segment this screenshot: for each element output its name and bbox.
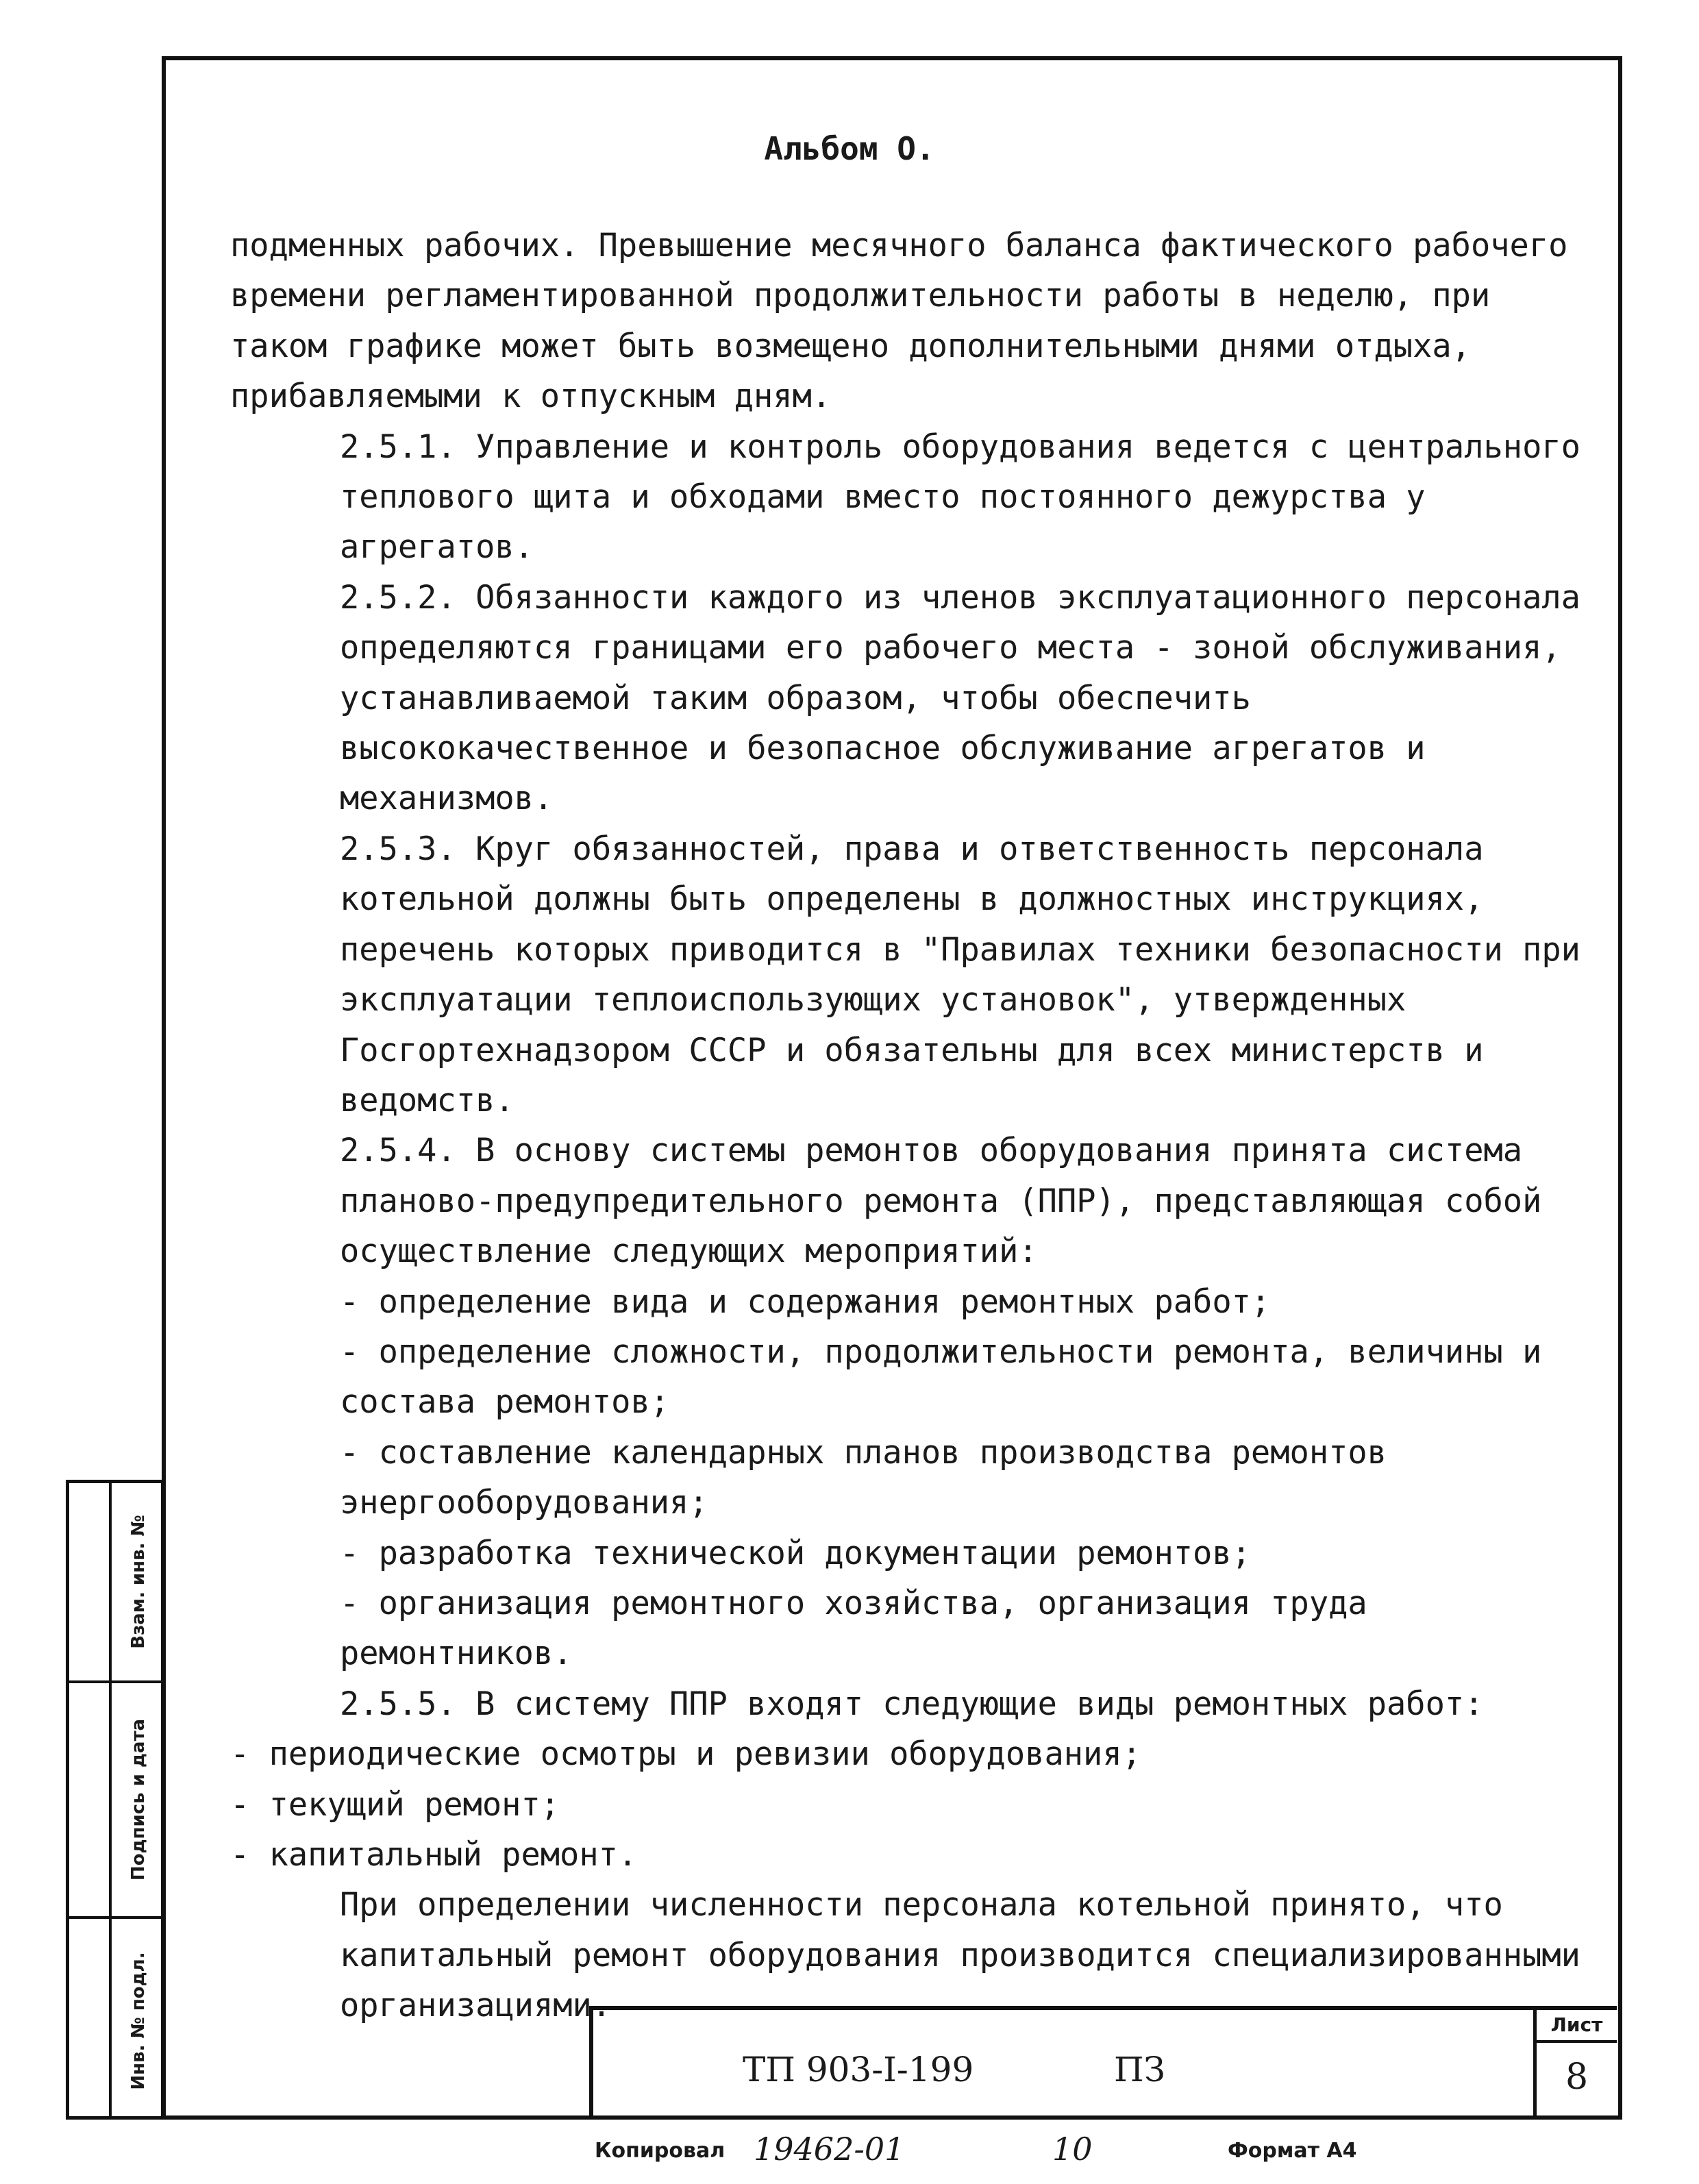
list-item: - определение сложности, продолжительности ремонта, величины и состава ремонтов; bbox=[340, 1332, 1542, 1422]
vzam-inv-cell bbox=[69, 1483, 109, 1683]
margin-stamp-field-column bbox=[69, 1483, 112, 2116]
album-title: Альбом О. bbox=[764, 130, 935, 167]
list-item: - определение вида и содержания ремонтных работ; bbox=[340, 1282, 1271, 1321]
list-item: - организация ремонтного хозяйства, организация труда ремонтников. bbox=[340, 1584, 1367, 1673]
body-text bbox=[230, 221, 1587, 2031]
inv-podl-cell bbox=[69, 1919, 109, 2123]
list-item: - периодические осмотры и ревизии оборудования; bbox=[230, 1735, 1141, 1774]
paragraph: 2.5.3. Круг обязанностей, права и ответственность персонала котельной должны быть определены в должностных инструкциях, перечень которых приводится в "Правилах техники безопасности при эксплуатации теплоиспользующих установок", утвержденных Госгортехнадзором СССР и обязательны для всех министерств и ведомств. bbox=[340, 830, 1580, 1119]
list-item: - текущий ремонт; bbox=[230, 1785, 560, 1824]
vzam-inv-label: Взам. инв. № bbox=[128, 1515, 149, 1649]
copied-label: Копировал bbox=[595, 2139, 726, 2163]
list-item: - капитальный ремонт. bbox=[230, 1836, 638, 1874]
inv-podl-label: Инв. № подл. bbox=[128, 1952, 149, 2090]
footer bbox=[0, 2131, 1699, 2172]
paragraph: 2.5.1. Управление и контроль оборудования ведется с центрального теплового щита и обходами вместо постоянного дежурства у агрегатов. bbox=[340, 427, 1580, 567]
paragraph: подменных рабочих. Превышение месячного баланса фактического рабочего времени регламентированной продолжительности работы в неделю, при таком графике может быть возмещено дополнительными днями отдыха, прибавляемыми к отпускным дням. bbox=[230, 227, 1568, 416]
list-item: - разработка технической документации ремонтов; bbox=[340, 1534, 1251, 1572]
page-number: 10 bbox=[1052, 2131, 1093, 2168]
sheet-label: Лист bbox=[1537, 2010, 1617, 2043]
paragraph: 2.5.4. В основу системы ремонтов оборудования принята система планово-предупредительного ремонта (ППР), представляющая собой осуществление следующих мероприятий: bbox=[340, 1132, 1542, 1271]
paragraph: При определении численности персонала котельной принято, что капитальный ремонт оборудования производится специализированными организациями. bbox=[340, 1886, 1580, 2025]
paragraph: 2.5.2. Обязанности каждого из членов эксплуатационного персонала определяются границами его рабочего места - зоной обслуживания, устанавливаемой таким образом, чтобы обеспечить высококачественное и безопасное обслуживание агрегатов и механизмов. bbox=[340, 578, 1580, 818]
title-block bbox=[589, 2006, 1617, 2120]
format-label: Формат А4 bbox=[1228, 2139, 1357, 2163]
document-type: ПЗ bbox=[1114, 2050, 1165, 2089]
document-code: ТП 903-I-199 bbox=[743, 2050, 974, 2089]
list-item: - составление календарных планов производства ремонтов энергооборудования; bbox=[340, 1433, 1387, 1522]
margin-stamp bbox=[66, 1480, 164, 2120]
podpis-data-label: Подпись и дата bbox=[128, 1718, 149, 1881]
sheet-number: 8 bbox=[1565, 2057, 1589, 2098]
copy-number: 19462-01 bbox=[754, 2131, 905, 2168]
podpis-data-cell bbox=[69, 1683, 109, 1919]
margin-stamp-label-column bbox=[112, 1483, 165, 2116]
paragraph: 2.5.5. В систему ППР входят следующие виды ремонтных работ: bbox=[340, 1685, 1484, 1723]
sheet-box bbox=[1533, 2010, 1617, 2120]
